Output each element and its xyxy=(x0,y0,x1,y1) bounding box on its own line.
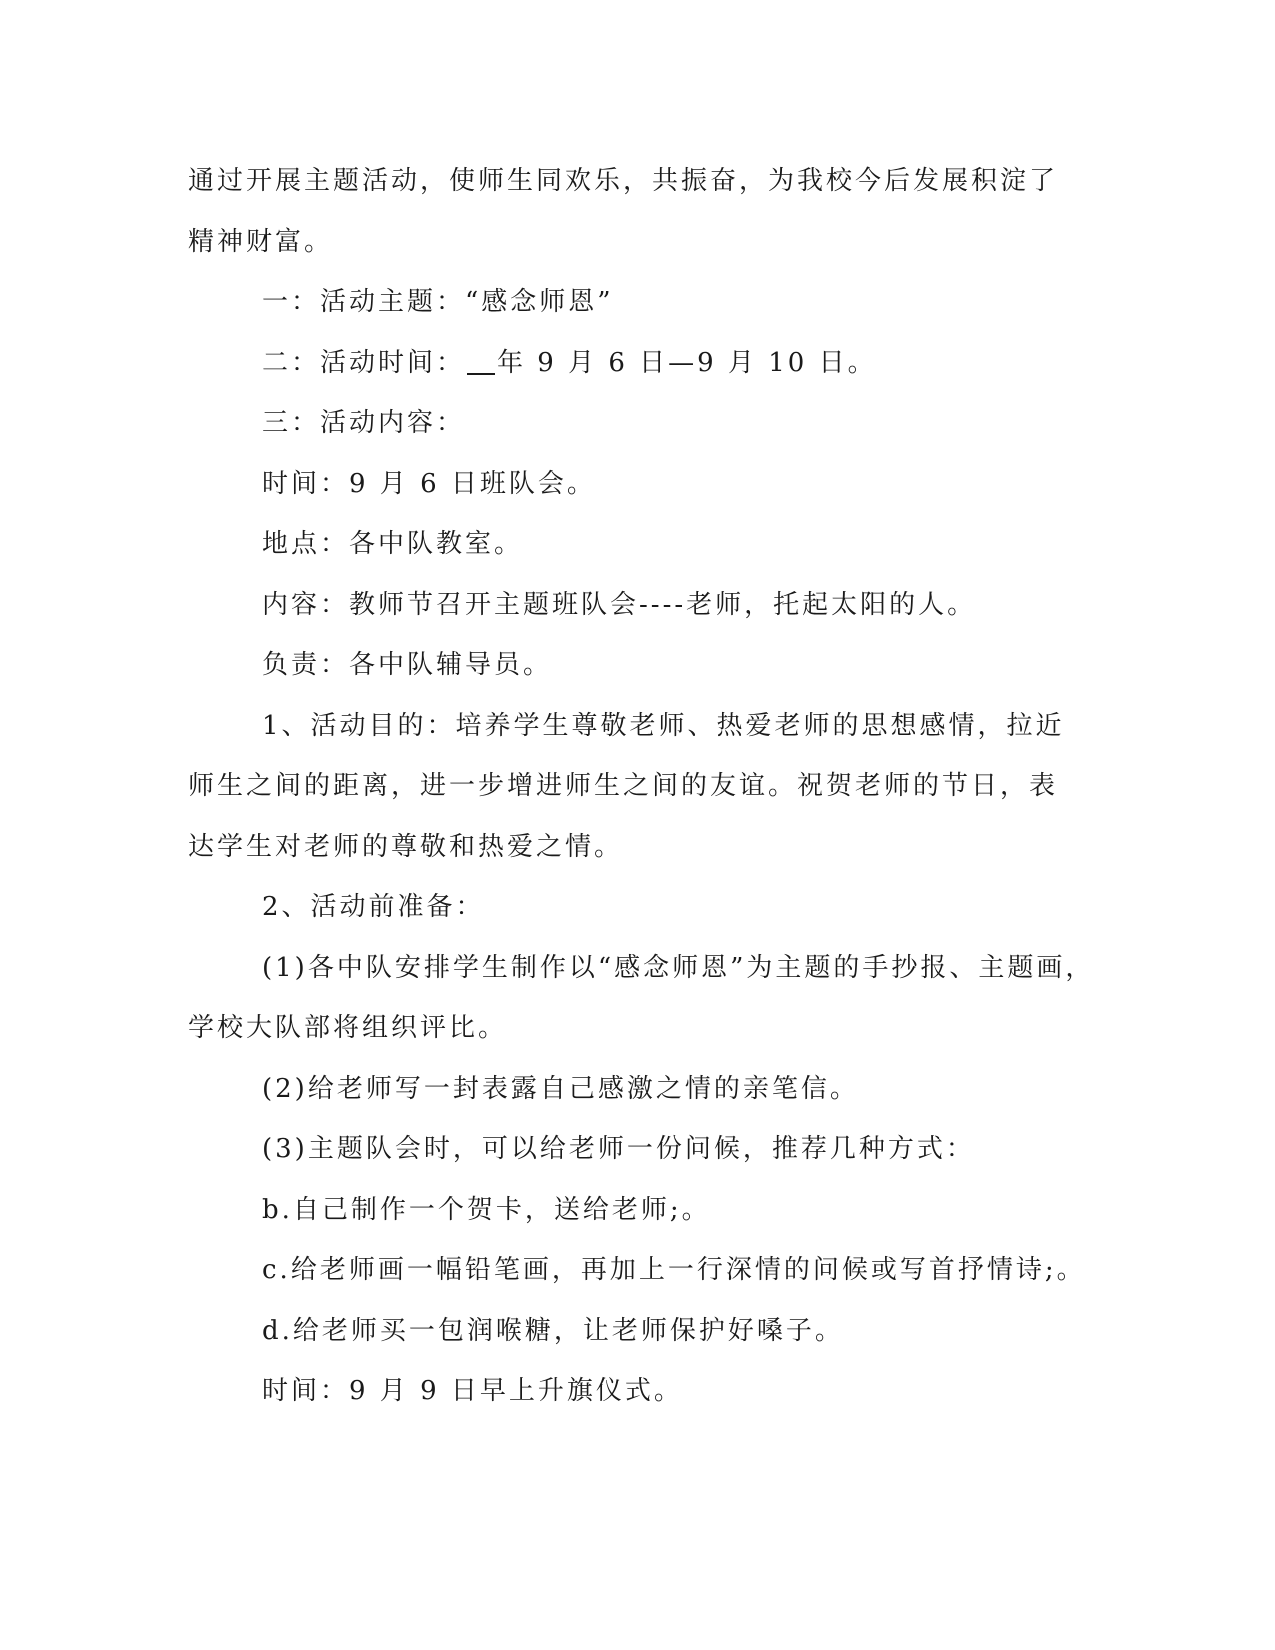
prep-item-3: (3)主题队会时，可以给老师一份问候，推荐几种方式： xyxy=(262,1134,975,1164)
meeting-responsible: 负责：各中队辅导员。 xyxy=(262,650,553,680)
intro-line-2: 精神财富。 xyxy=(188,226,334,257)
prep-item-2: (2)给老师写一封表露自己感激之情的亲笔信。 xyxy=(262,1073,859,1104)
purpose-line-1: 1、活动目的：培养学生尊敬老师、热爱老师的思想感情，拉近 xyxy=(262,710,1065,741)
option-b: b.自己制作一个贺卡，送给老师;。 xyxy=(262,1194,711,1225)
intro-line-1: 通过开展主题活动，使师生同欢乐，共振奋，为我校今后发展积淀了 xyxy=(188,166,1059,196)
meeting-time: 时间：9 月 6 日班队会。 xyxy=(262,468,596,499)
prep-item-1-line-1: (1)各中队安排学生制作以“感念师恩”为主题的手抄报、主题画， xyxy=(262,952,1095,983)
option-c: c.给老师画一幅铅笔画，再加上一行深情的问候或写首抒情诗;。 xyxy=(262,1255,1086,1285)
purpose-line-3: 达学生对老师的尊敬和热爱之情。 xyxy=(188,831,624,862)
section-time-value: 年 9 月 6 日—9 月 10 日。 xyxy=(497,347,877,378)
year-blank xyxy=(467,347,495,375)
section-time xyxy=(188,342,1078,403)
document-body xyxy=(188,160,1095,1431)
option-d: d.给老师买一包润喉糖，让老师保护好嗓子。 xyxy=(262,1315,844,1346)
prep-title: 2、活动前准备： xyxy=(262,892,485,922)
meeting-place: 地点：各中队教室。 xyxy=(262,529,524,559)
meeting-content: 内容：教师节召开主题班队会----老师，托起太阳的人。 xyxy=(262,589,977,620)
flag-ceremony-time: 时间：9 月 9 日早上升旗仪式。 xyxy=(262,1376,683,1406)
section-theme: 一：活动主题：“感念师恩” xyxy=(262,287,614,317)
prep-item-1-line-2: 学校大队部将组织评比。 xyxy=(188,1013,508,1043)
purpose-line-2: 师生之间的距离，进一步增进师生之间的友谊。祝贺老师的节日，表 xyxy=(188,771,1059,801)
section-content: 三：活动内容： xyxy=(262,408,466,438)
section-time-label: 二：活动时间： xyxy=(262,347,466,378)
